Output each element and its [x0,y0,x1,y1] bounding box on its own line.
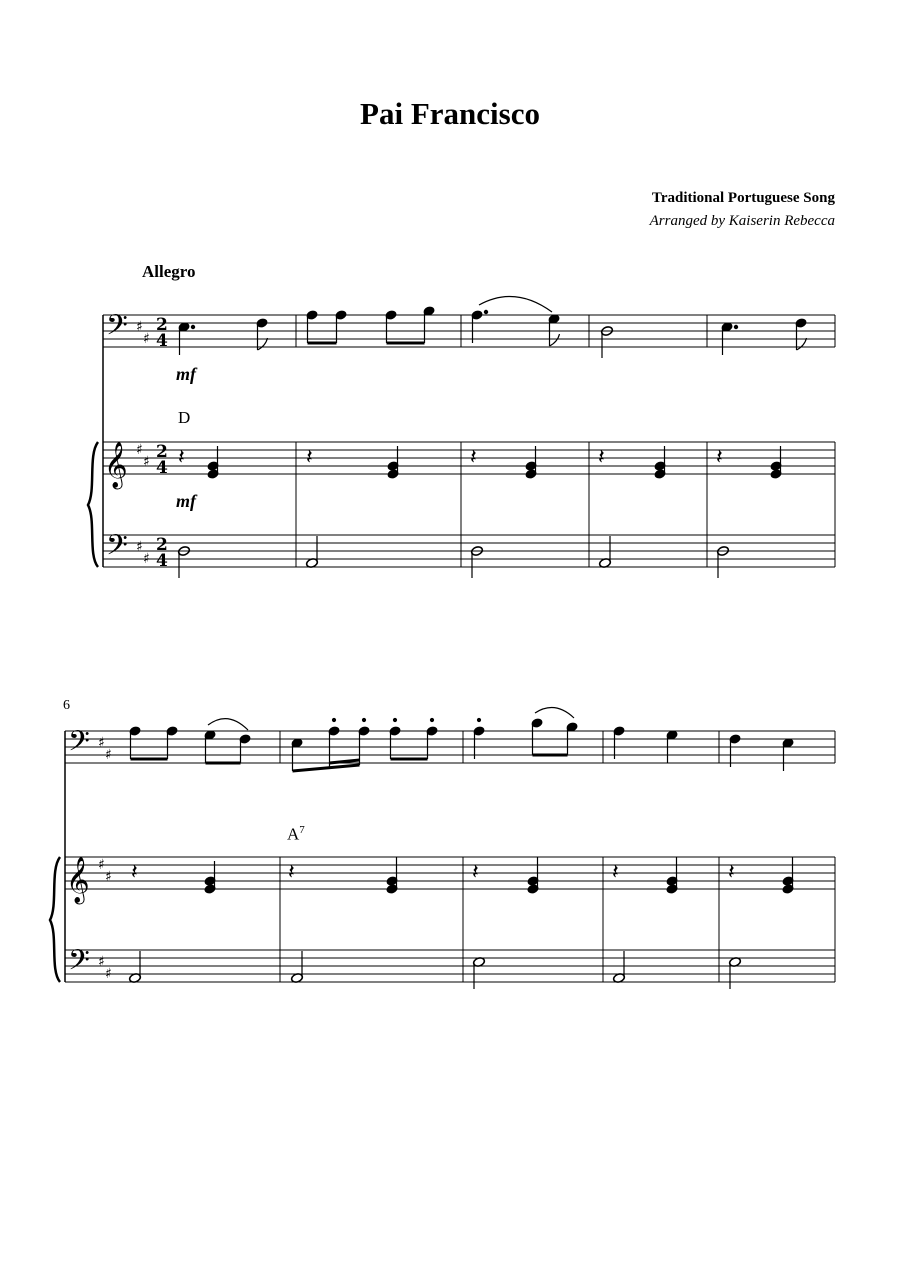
treble-clef-icon-2 [66,857,90,905]
svg-text:♯: ♯ [136,319,143,335]
melody-dynamic-mf: mf [176,364,196,384]
svg-text:𝄞: 𝄞 [66,857,90,903]
staff-lines-piano-bass-1 [103,535,835,567]
svg-text:𝄢: 𝄢 [68,944,90,984]
piano-brace-1 [88,442,98,567]
svg-text:2: 2 [156,535,168,555]
svg-text:𝄽: 𝄽 [612,860,619,885]
key-signature-sharps-icon-2 [98,735,112,982]
bass-clef-icon-piano-2 [68,944,90,984]
barlines-piano-2 [280,857,835,982]
svg-text:♯: ♯ [98,857,105,873]
piano-brace-2 [50,857,60,982]
treble-clef-icon-1 [104,442,128,490]
svg-text:♯: ♯ [143,551,150,567]
svg-text:𝄞: 𝄞 [104,442,128,488]
bass-clef-icon-piano-1 [106,529,128,569]
svg-text:𝄽: 𝄽 [716,445,723,470]
bass-clef-icon-melody-1 [106,309,128,349]
arranger-credit: Arranged by Kaiserin Rebecca [649,213,835,229]
measure-number: 6 [63,698,70,713]
svg-text:2: 2 [156,315,168,335]
svg-text:♯: ♯ [136,539,143,555]
svg-text:♯: ♯ [98,735,105,751]
svg-text:𝄢: 𝄢 [106,529,128,569]
svg-text:𝄽: 𝄽 [728,860,735,885]
svg-text:♯: ♯ [143,331,150,347]
time-signature-1 [156,315,168,571]
svg-text:4: 4 [156,458,168,478]
svg-text:𝄽: 𝄽 [288,860,295,885]
svg-text:♯: ♯ [98,954,105,970]
piano-bass-notes-2 [129,951,742,989]
svg-text:4: 4 [156,551,168,571]
chord-symbol-d: D [178,408,191,427]
svg-text:𝄽: 𝄽 [472,860,479,885]
svg-text:♯: ♯ [105,966,112,982]
score-title: Pai Francisco [360,96,540,131]
svg-text:𝄽: 𝄽 [131,860,138,885]
piano-dynamic-mf: mf [176,491,196,511]
svg-text:𝄽: 𝄽 [306,445,313,470]
svg-text:4: 4 [156,331,168,351]
svg-text:𝄢: 𝄢 [68,725,90,765]
key-signature-sharps-icon-1 [136,319,150,567]
svg-text:𝄽: 𝄽 [178,445,185,470]
svg-text:♯: ♯ [143,454,150,470]
svg-text:𝄽: 𝄽 [598,445,605,470]
svg-text:𝄽: 𝄽 [470,445,477,470]
melody-notes-1 [178,296,807,358]
tempo-marking: Allegro [142,262,196,281]
barlines-piano-1 [296,442,835,567]
bass-clef-icon-melody-2 [68,725,90,765]
svg-text:2: 2 [156,442,168,462]
composer-credit: Traditional Portuguese Song [651,190,835,206]
chord-symbol-a7: $A^7$ [287,824,305,844]
svg-text:♯: ♯ [136,442,143,458]
svg-text:♯: ♯ [105,747,112,763]
svg-text:♯: ♯ [105,869,112,885]
svg-text:𝄢: 𝄢 [106,309,128,349]
piano-bass-notes-1 [178,536,730,578]
